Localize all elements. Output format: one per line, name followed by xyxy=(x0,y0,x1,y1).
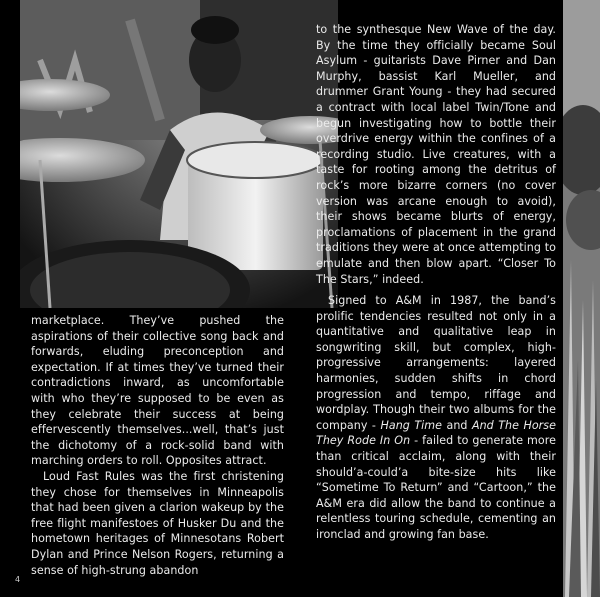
grass-photo xyxy=(563,0,600,597)
left-column-text xyxy=(31,313,284,578)
left-paragraph-2: Loud Fast Rules was the first christening they chose for themselves in Minneapolis that had been given a clarion wakeup by the free flight manifestoes of Husker Du and the hometown heritages of Minnesotans Robert Dylan and Prince Nelson Rogers, returning a sense of high-strung abandon xyxy=(31,469,284,577)
left-paragraph-1: marketplace. They’ve pushed the aspirations of their collective song back and forwards, eluding preconception and expectation. If at times they’ve turned their contradictions inward, as uncomfortable with who they’re supposed to be even as they celebrate their success at being effervescently themselves...well, that’s just the dichotomy of a rock-solid band with marching orders to roll. Opposites attract. xyxy=(31,314,284,468)
right-column-text xyxy=(316,22,556,543)
page-number: 4 xyxy=(15,575,21,584)
album-title-horse: And The Horse They Rode In On xyxy=(316,418,557,448)
drummer-photo xyxy=(20,0,338,308)
right-paragraph-1: to the synthesque New Wave of the day. By the time they officially became Soul Asylum - guitarists Dave Pirner and Dan Murphy, bassist Karl Mueller, and drummer Grant Young - they had secured a contract with local label Twin/Tone and begun investigating how to bottle their overdrive energy within the confines of a recording studio. Live creatures, with a taste for rooting among the detritus of rock’s more bizarre corners (no cover version was arcane enough to avoid), their shows became blurts of energy, proclamations of placement in the grand traditions they were at once attempting to emulate and then blow apart. “Closer To The Stars,” indeed. xyxy=(316,23,556,286)
right-paragraph-2: Signed to A&M in 1987, the band’s prolific tendencies resulted not only in a quantitative and qualitative leap in songwriting skill, but complex, high-progressive arrangements: layered harmonies, sudden shifts in chord progression and tempo, riffage and wordplay. Though their two albums for the company - Hang Time and And The Horse They Rode In On - failed to generate more than critical acclaim, along with their should’a-could’a bite-size hits like “Sometime To Return” and “Cartoon,” the A&M era did allow the band to continue a relentless touring schedule, cementing an ironclad and growing fan base. xyxy=(316,294,557,541)
album-title-hang-time: Hang Time xyxy=(380,418,443,432)
